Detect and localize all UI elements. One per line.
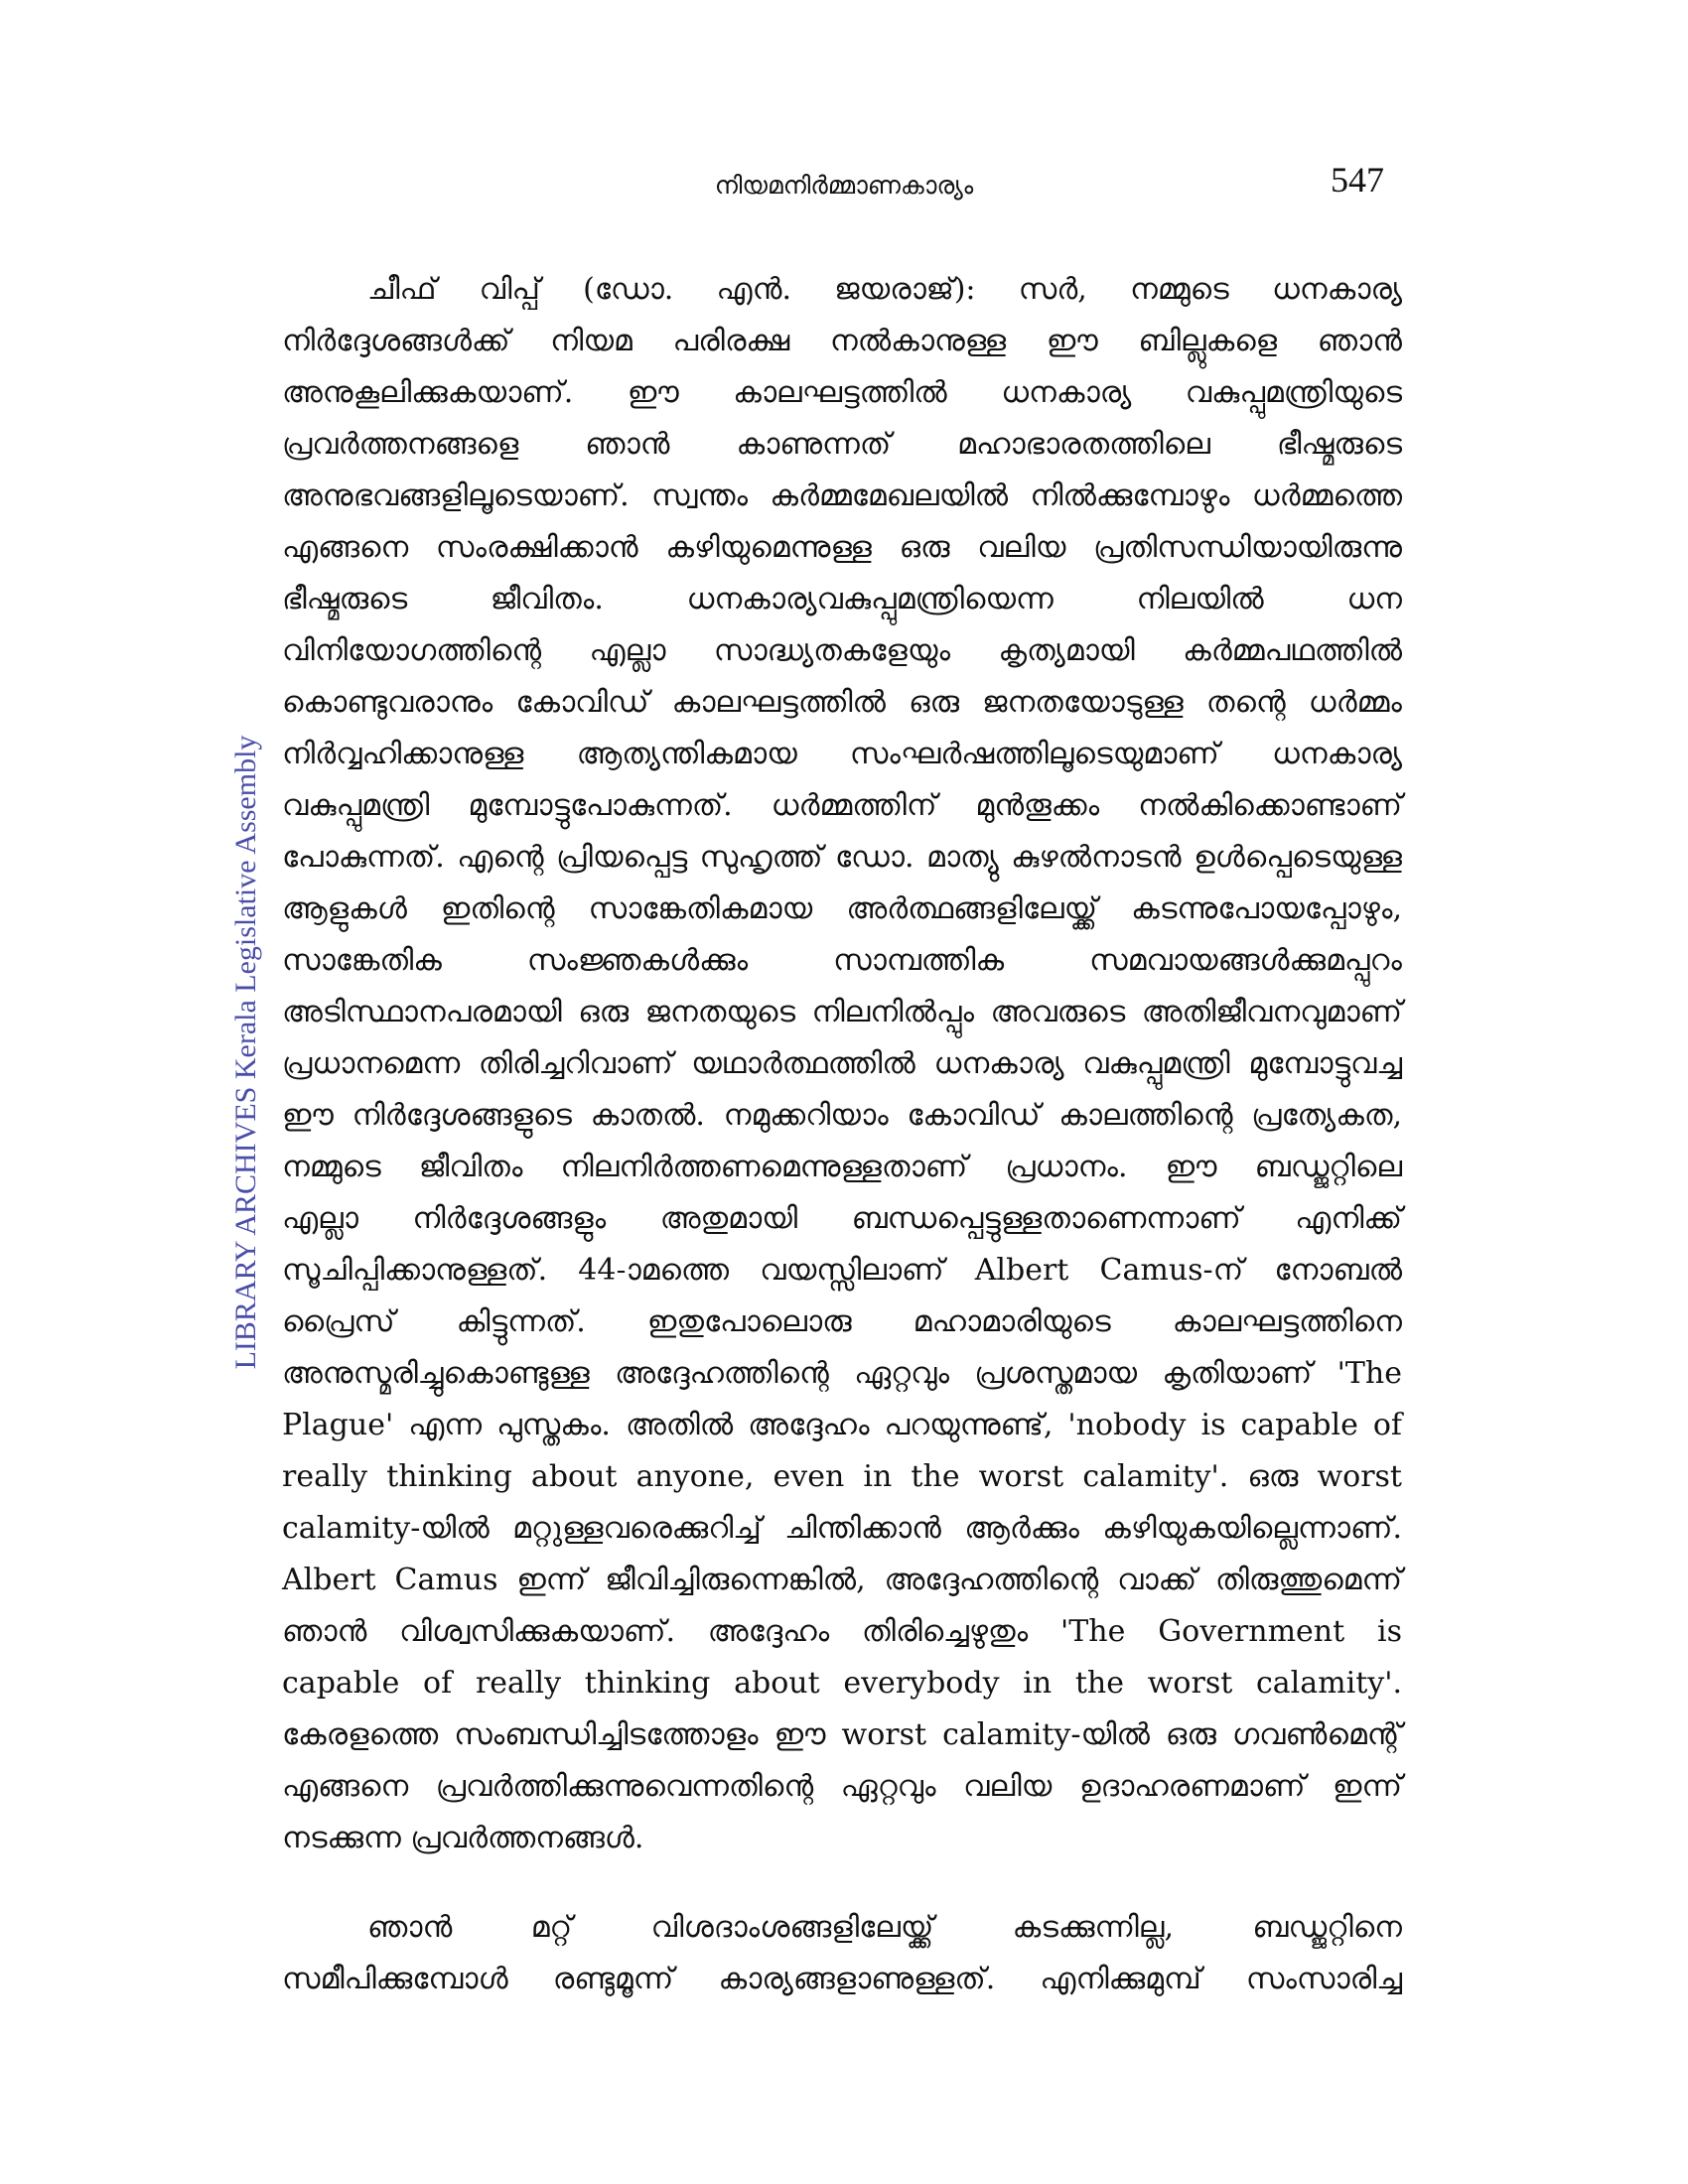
text-line: അനുഭവങ്ങളിലൂടെയാണ്. സ്വന്തം കർമ്മമേഖലയിൽ നിൽക്കുമ്പോഴും ധർമ്മത്തെ — [282, 478, 1402, 513]
text-line: ഈ നിർദ്ദേശങ്ങളുടെ കാതൽ. നമുക്കറിയാം കോവിഡ് കാലത്തിന്റെ പ്രത്യേകത, — [282, 1098, 1402, 1133]
text-line: വകുപ്പുമന്ത്രി മുമ്പോട്ടുപോകുന്നത്. ധർമ്മത്തിന് മുൻതൂക്കം നൽകിക്കൊണ്ടാണ് — [282, 788, 1402, 823]
text-line: കൊണ്ടുവരാനും കോവിഡ് കാലഘട്ടത്തിൽ ഒരു ജനതയോടുള്ള തന്റെ ധർമ്മം — [282, 685, 1402, 720]
text-line: എങ്ങനെ സംരക്ഷിക്കാൻ കഴിയുമെന്നുള്ള ഒരു വലിയ പ്രതിസന്ധിയായിരുന്നു — [282, 530, 1402, 565]
paragraph-2 — [282, 1902, 1402, 2005]
text-line: നിർദ്ദേശങ്ങൾക്ക് നിയമ പരിരക്ഷ നൽകാനുള്ള ഈ ബില്ലുകളെ ഞാൻ — [282, 324, 1402, 358]
text-line: പ്രൈസ് കിട്ടുന്നത്. ഇതുപോലൊരു മഹാമാരിയുടെ കാലഘട്ടത്തിനെ — [282, 1304, 1402, 1339]
text-line: capable of really thinking about everybody in the worst calamity'. — [282, 1666, 1402, 1701]
text-line: really thinking about anyone, even in the worst calamity'. ഒരു worst — [282, 1459, 1402, 1494]
text-line: വിനിയോഗത്തിന്റെ എല്ലാ സാദ്ധ്യതകളേയും കൃത്യമായി കർമ്മപഥത്തിൽ — [282, 633, 1402, 668]
text-line: അനുകൂലിക്കുകയാണ്. ഈ കാലഘട്ടത്തിൽ ധനകാര്യ വകുപ്പുമന്ത്രിയുടെ — [282, 375, 1402, 410]
text-line: നടക്കുന്ന പ്രവർത്തനങ്ങൾ. — [282, 1821, 644, 1855]
speech-body — [282, 264, 1402, 2005]
archive-watermark: LIBRARY ARCHIVES Kerala Legislative Assembly — [229, 735, 262, 1370]
text-line: ഭീഷ്മരുടെ ജീവിതം. ധനകാര്യവകുപ്പുമന്ത്രിയെന്ന നിലയിൽ ധന — [282, 582, 1402, 616]
text-line: അടിസ്ഥാനപരമായി ഒരു ജനതയുടെ നിലനിൽപ്പും അവരുടെ അതിജീവനവുമാണ് — [282, 995, 1402, 1029]
text-line: ചീഫ് വിപ്പ് (ഡോ. എൻ. ജയരാജ്): സർ, നമ്മുടെ ധനകാര്യ — [367, 272, 1402, 307]
text-line: ആളുകൾ ഇതിന്റെ സാങ്കേതികമായ അർത്ഥങ്ങളിലേയ്ക്ക് കടന്നുപോയപ്പോഴും, — [282, 891, 1402, 926]
text-line: പോകുന്നത്. എന്റെ പ്രിയപ്പെട്ട സുഹൃത്ത് ഡോ. മാത്യു കുഴൽനാടൻ ഉൾപ്പെടെയുള്ള — [282, 840, 1402, 875]
text-line: പ്രധാനമെന്ന തിരിച്ചറിവാണ് യഥാർത്ഥത്തിൽ ധനകാര്യ വകുപ്പുമന്ത്രി മുമ്പോട്ടുവച്ച — [282, 1046, 1402, 1081]
text-line: നിർവ്വഹിക്കാനുള്ള ആത്യന്തികമായ സംഘർഷത്തിലൂടെയുമാണ് ധനകാര്യ — [282, 737, 1402, 771]
text-line: എങ്ങനെ പ്രവർത്തിക്കുന്നുവെന്നതിന്റെ ഏറ്റവും വലിയ ഉദാഹരണമാണ് ഇന്ന് — [282, 1769, 1402, 1804]
text-line: കേരളത്തെ സംബന്ധിച്ചിടത്തോളം ഈ worst calamity-യിൽ ഒരു ഗവൺമെന്റ് — [282, 1717, 1402, 1752]
text-line: Plague' എന്ന പുസ്തകം. അതിൽ അദ്ദേഹം പറയുന്നുണ്ട്, 'nobody is capable of — [282, 1408, 1402, 1442]
text-line: സാങ്കേതിക സംജ്ഞകൾക്കും സാമ്പത്തിക സമവായങ്ങൾക്കുമപ്പുറം — [282, 943, 1402, 978]
text-line: ഞാൻ മറ്റ് വിശദാംശങ്ങളിലേയ്ക്ക് കടക്കുന്നില്ല, ബഡ്ജറ്റിനെ — [367, 1910, 1402, 1945]
paragraph-1 — [282, 264, 1402, 1864]
text-line: എല്ലാ നിർദ്ദേശങ്ങളും അതുമായി ബന്ധപ്പെട്ടുള്ളതാണെന്നാണ് എനിക്ക് — [282, 1201, 1402, 1236]
text-line: ഞാൻ വിശ്വസിക്കുകയാണ്. അദ്ദേഹം തിരിച്ചെഴുതും 'The Government is — [282, 1614, 1402, 1649]
text-line: Albert Camus ഇന്ന് ജീവിച്ചിരുന്നെങ്കിൽ, അദ്ദേഹത്തിന്റെ വാക്ക് തിരുത്തുമെന്ന് — [282, 1563, 1402, 1597]
text-line: നമ്മുടെ ജീവിതം നിലനിർത്തണമെന്നുള്ളതാണ് പ്രധാനം. ഈ ബഡ്ജറ്റിലെ — [282, 1150, 1402, 1184]
text-line: സമീപിക്കുമ്പോൾ രണ്ടുമൂന്ന് കാര്യങ്ങളാണുള്ളത്. എനിക്കുമുമ്പ് സംസാരിച്ച — [282, 1962, 1402, 1996]
text-line: അനുസ്മരിച്ചുകൊണ്ടുള്ള അദ്ദേഹത്തിന്റെ ഏറ്റവും പ്രശസ്തമായ കൃതിയാണ് 'The — [282, 1356, 1402, 1391]
text-line: സൂചിപ്പിക്കാനുള്ളത്. 44-ാമത്തെ വയസ്സിലാണ് Albert Camus-ന് നോബൽ — [282, 1253, 1402, 1288]
page-number: 547 — [1331, 160, 1384, 200]
page-header-title: നിയമനിർമ്മാണകാര്യം — [714, 171, 974, 200]
text-line: പ്രവർത്തനങ്ങളെ ഞാൻ കാണുന്നത് മഹാഭാരതത്തിലെ ഭീഷ്മരുടെ — [282, 427, 1402, 462]
text-line: calamity-യിൽ മറ്റുള്ളവരെക്കുറിച്ച് ചിന്തിക്കാൻ ആർക്കും കഴിയുകയില്ലെന്നാണ്. — [282, 1511, 1402, 1546]
